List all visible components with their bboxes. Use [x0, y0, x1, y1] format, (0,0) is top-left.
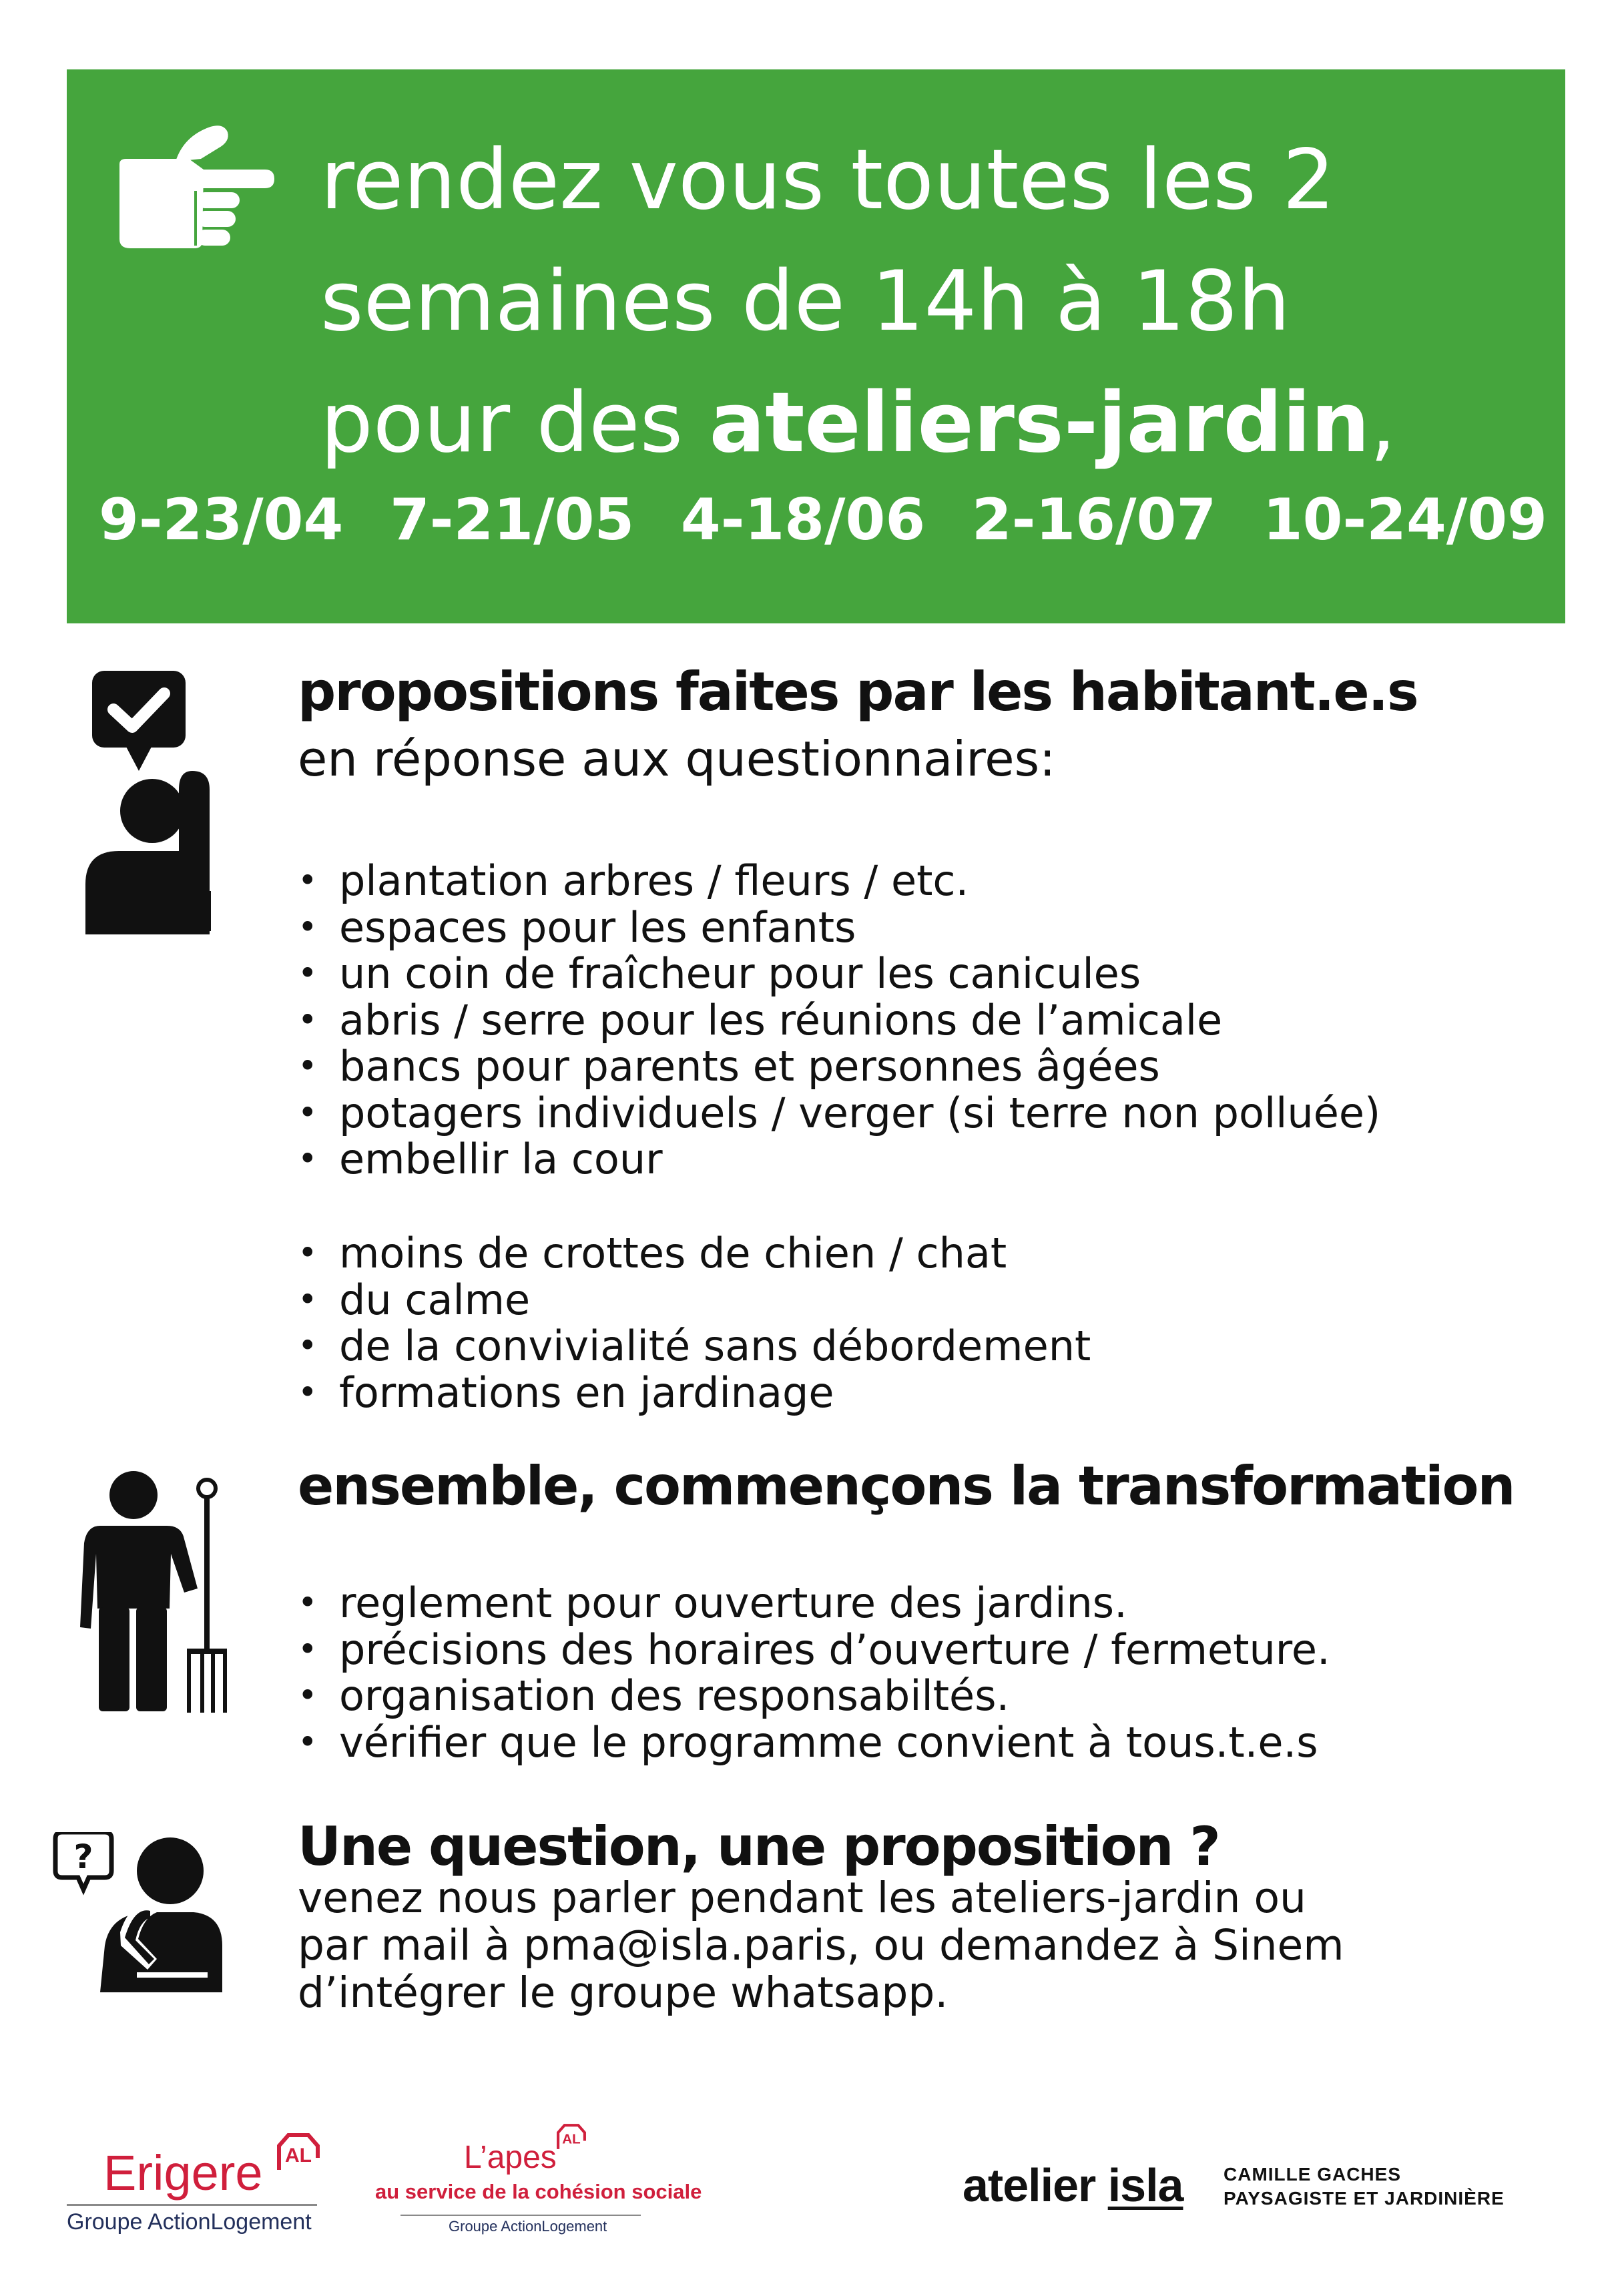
date-item: 4-18/06 — [680, 487, 926, 553]
apes-tagline: au service de la cohésion sociale — [375, 2180, 702, 2203]
action-logement-badge-icon — [555, 2122, 587, 2152]
date-item: 7-21/05 — [389, 487, 635, 553]
list-item: • espaces pour les enfants — [298, 904, 1380, 951]
list-item: • potagers individuels / verger (si terre non polluée) — [298, 1090, 1380, 1137]
svg-text:?: ? — [73, 1837, 93, 1876]
section2-heading: ensemble, commençons la transformation — [298, 1455, 1515, 1517]
isla-name: isla — [1107, 2159, 1183, 2211]
action-logement-badge-icon — [275, 2131, 322, 2174]
contact-line: venez nous parler pendant les ateliers-jardin ou — [298, 1874, 1306, 1922]
list-item: • du calme — [298, 1277, 1091, 1324]
divider — [400, 2215, 641, 2216]
wishes-list — [298, 858, 1380, 1183]
section1-heading: propositions faites par les habitant.e.s — [298, 661, 1418, 723]
header-banner — [67, 69, 1565, 623]
camille-gaches-logo — [1224, 2163, 1505, 2211]
voting-person-icon — [79, 671, 226, 934]
title-line-3 — [320, 362, 1549, 484]
list-item: • embellir la cour — [298, 1136, 1380, 1183]
pointing-hand-icon — [117, 117, 277, 251]
date-item: 9-23/04 — [99, 487, 344, 553]
list-item: • un coin de fraîcheur pour les canicules — [298, 950, 1380, 997]
erigere-name: Erigere — [103, 2145, 263, 2201]
title-line-3-bold: ateliers-jardin — [709, 375, 1370, 471]
apes-group: Groupe ActionLogement — [449, 2218, 607, 2235]
list-item: • abris / serre pour les réunions de l’amicale — [298, 997, 1380, 1044]
list-item: • moins de crottes de chien / chat — [298, 1230, 1091, 1277]
tasks-list — [298, 1580, 1330, 1765]
apes-badge: AL — [562, 2131, 581, 2147]
list-item: • formations en jardinage — [298, 1370, 1091, 1416]
date-item: 2-16/07 — [971, 487, 1217, 553]
section1-subheading: en réponse aux questionnaires: — [298, 731, 1056, 787]
contact-paragraph — [298, 1874, 1344, 2016]
contact-line: d’intégrer le groupe whatsapp. — [298, 1968, 949, 2017]
divider — [67, 2204, 317, 2206]
erigere-group: Groupe ActionLogement — [67, 2209, 312, 2235]
section3-heading: Une question, une proposition ? — [298, 1815, 1220, 1878]
banner-title — [320, 119, 1549, 484]
list-item: • reglement pour ouverture des jardins. — [298, 1580, 1330, 1627]
contact-line: par mail à pma@isla.paris, ou demandez à Sinem — [298, 1921, 1344, 1970]
atelier-isla-logo — [963, 2159, 1183, 2212]
title-line-2: semaines de 14h à 18h — [320, 254, 1291, 350]
wishes-list-2 — [298, 1230, 1091, 1416]
list-item: • bancs pour parents et personnes âgées — [298, 1043, 1380, 1090]
title-line-3-prefix: pour des — [320, 375, 710, 471]
erigere-badge: AL — [285, 2144, 312, 2167]
list-item: • organisation des responsabiltés. — [298, 1673, 1330, 1719]
gardener-pitchfork-icon — [80, 1468, 237, 1715]
list-item: • de la convivialité sans débordement — [298, 1323, 1091, 1370]
date-item: 10-24/09 — [1262, 487, 1547, 553]
title-line-1: rendez vous toutes les 2 — [320, 132, 1336, 228]
thinking-person-icon — [50, 1832, 227, 1992]
list-item: • précisions des horaires d’ouverture / fermeture. — [298, 1627, 1330, 1673]
list-item: • plantation arbres / fleurs / etc. — [298, 858, 1380, 904]
gaches-line-1: CAMILLE GACHES — [1224, 2164, 1401, 2185]
isla-prefix: atelier — [963, 2159, 1108, 2211]
list-item: • vérifier que le programme convient à tous.t.e.s — [298, 1719, 1330, 1766]
apes-name: L’apes — [464, 2140, 557, 2175]
gaches-line-2: PAYSAGISTE ET JARDINIÈRE — [1224, 2188, 1505, 2209]
session-dates — [99, 487, 1547, 553]
title-line-3-suffix: , — [1370, 375, 1396, 471]
